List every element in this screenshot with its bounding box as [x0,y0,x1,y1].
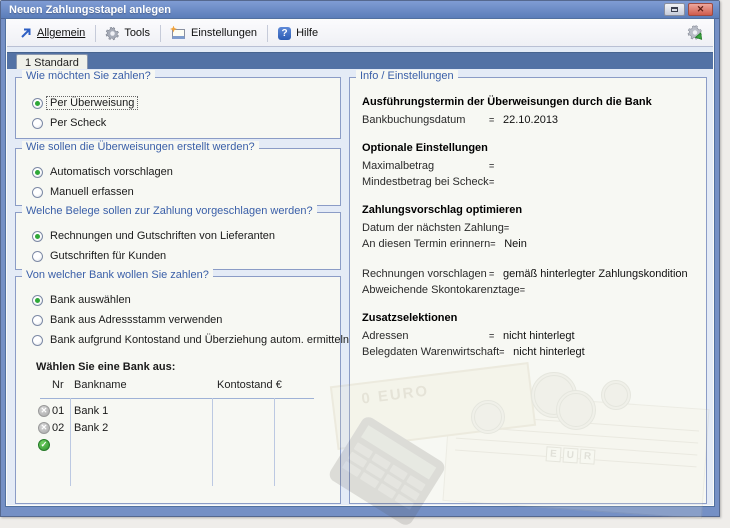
toolbar-label: Hilfe [296,27,319,39]
equals-symbol: = [519,285,526,295]
radio-icon[interactable] [32,335,43,346]
info-label: Mindestbetrag bei Scheck [362,176,489,188]
close-button[interactable] [688,3,713,16]
toolbar-separator [160,25,161,42]
bank-name: Bank 2 [74,421,109,434]
bank-nr: 01 [52,404,65,417]
toolbar-item-tools[interactable] [99,24,157,43]
table-column-line [70,398,71,486]
info-row [362,158,694,174]
section-heading: Ausführungstermin der Überweisungen durch die Bank [362,96,652,108]
group-legend: Wie möchten Sie zahlen? [22,70,155,82]
equals-symbol: = [489,269,495,279]
info-row [362,174,694,190]
table-header-line [40,398,314,399]
radio-option-scheck[interactable] [32,116,340,130]
info-row [362,266,694,282]
radio-selected-icon[interactable] [32,295,43,306]
bank-nr: 02 [52,421,65,434]
content-area [7,69,713,505]
info-panel [349,70,707,504]
coin-shape [601,380,631,410]
info-label: Bankbuchungsdatum [362,114,466,126]
toolbar-item-einstellungen[interactable] [164,24,264,43]
info-value: Nein [504,238,527,250]
info-row [362,344,694,360]
info-row [362,282,694,298]
table-row[interactable] [38,437,50,452]
info-value: nicht hinterlegt [513,346,585,358]
radio-label[interactable]: Gutschriften für Kunden [50,250,167,262]
info-row [362,220,694,236]
bank-table [38,379,340,499]
group-legend: Wie sollen die Überweisungen erstellt werden? [22,141,259,153]
arrow-up-right-icon [20,27,32,39]
radio-option-rechnungen[interactable] [32,229,340,243]
eur-letter-boxes: E U R [546,446,596,464]
info-row [362,112,694,128]
radio-icon[interactable] [32,315,43,326]
coin-shape [556,390,596,430]
table-row[interactable] [38,403,109,418]
info-label: Rechnungen vorschlagen [362,268,487,280]
info-value: 22.10.2013 [503,114,559,126]
titlebar[interactable] [1,1,719,19]
section-heading: Zusatzselektionen [362,312,458,324]
radio-label[interactable]: Per Scheck [50,117,107,129]
bank-table-title: Wählen Sie eine Bank aus: [36,361,176,373]
help-icon [278,27,291,40]
info-label: Datum der nächsten Zahlung [362,222,504,234]
window-body [6,19,714,506]
radio-selected-icon[interactable] [32,98,43,109]
remove-icon[interactable] [38,405,50,417]
radio-option-manuell[interactable] [32,185,340,199]
equals-symbol: = [503,223,510,233]
radio-label[interactable]: Manuell erfassen [50,186,134,198]
equals-symbol: = [489,177,495,187]
radio-option-gutschriften[interactable] [32,249,340,263]
section-heading: Optionale Einstellungen [362,142,488,154]
coin-shape [531,372,577,418]
window-title: Neuen Zahlungsstapel anlegen [9,3,171,16]
radio-option-bank-automatisch[interactable] [32,333,350,347]
toolbar-item-allgemein[interactable] [13,24,92,42]
column-header-nr: Nr [52,379,64,391]
radio-option-bank-auswaehlen[interactable] [32,293,340,307]
cheque-shape [442,391,709,519]
radio-icon[interactable] [32,118,43,129]
group-bank-selection [15,269,350,504]
bank-name: Bank 1 [74,404,109,417]
radio-label[interactable]: Bank auswählen [50,294,131,306]
tab-standard[interactable] [16,54,88,69]
column-header-kontostand: Kontostand € [217,379,282,391]
table-row[interactable] [38,420,109,435]
radio-option-bank-adressstamm[interactable] [32,313,340,327]
column-header-bankname: Bankname [74,379,127,391]
radio-option-ueberweisung[interactable] [32,96,340,110]
remove-icon[interactable] [38,422,50,434]
radio-label[interactable]: Bank aus Adressstamm verwenden [50,314,223,326]
coin-shape [471,400,505,434]
tab-strip [7,52,713,69]
restore-button[interactable] [664,3,685,16]
equals-symbol: = [489,115,495,125]
table-column-line [212,398,213,486]
settings-window-icon [171,27,186,40]
equals-symbol: = [499,347,505,357]
radio-selected-icon[interactable] [32,167,43,178]
ok-icon[interactable] [38,439,50,451]
restore-icon [671,7,678,12]
group-legend: Welche Belege sollen zur Zahlung vorgeschlagen werden? [22,205,317,217]
group-legend: Von welcher Bank wollen Sie zahlen? [22,269,213,281]
equals-symbol: = [490,239,496,249]
equals-symbol: = [489,331,495,341]
info-label: Belegdaten Warenwirtschaft [362,346,500,358]
group-transfer-creation [15,141,341,206]
radio-selected-icon[interactable] [32,231,43,242]
radio-label[interactable]: Bank aufgrund Kontostand und Überziehung autom. ermitteln [50,334,350,346]
toolbar-item-hilfe[interactable] [271,24,325,43]
info-label: Maximalbetrag [362,160,435,172]
toolbar-label: Einstellungen [191,27,258,39]
info-row [362,236,694,252]
info-label: Adressen [362,330,409,342]
equals-symbol: = [489,161,495,171]
bank-table-header [38,379,340,394]
radio-icon[interactable] [32,251,43,262]
radio-label[interactable]: Automatisch vorschlagen [50,166,173,178]
group-legend: Info / Einstellungen [356,70,458,82]
toolbar-label: Tools [124,27,150,39]
toolbar-separator [95,25,96,42]
euro-bill-shape: 0 EURO [330,362,536,450]
info-label: Abweichende Skontokarenztage [362,284,520,296]
info-value: nicht hinterlegt [503,330,575,342]
calculator-shape [327,414,448,528]
radio-option-automatisch[interactable] [32,165,340,179]
info-label: An diesen Termin erinnern [362,238,491,250]
toolbar-label: Allgemein [37,27,86,39]
gear-icon [106,27,119,40]
info-row [362,328,694,344]
toolbar-separator [267,25,268,42]
section-heading: Zahlungsvorschlag optimieren [362,204,523,216]
money-watermark-image [351,372,705,502]
radio-label[interactable]: Rechnungen und Gutschriften von Lieferanten [50,230,276,242]
radio-icon[interactable] [32,187,43,198]
tab-label: 1 Standard [25,56,79,69]
table-column-line [274,398,275,486]
info-value: gemäß hinterlegter Zahlungskondition [503,268,688,280]
gear-green-arrow-icon[interactable] [687,24,705,42]
group-payment-method [15,70,341,139]
toolbar [7,20,713,47]
radio-label[interactable]: Per Überweisung [46,96,138,110]
group-document-selection [15,205,341,270]
